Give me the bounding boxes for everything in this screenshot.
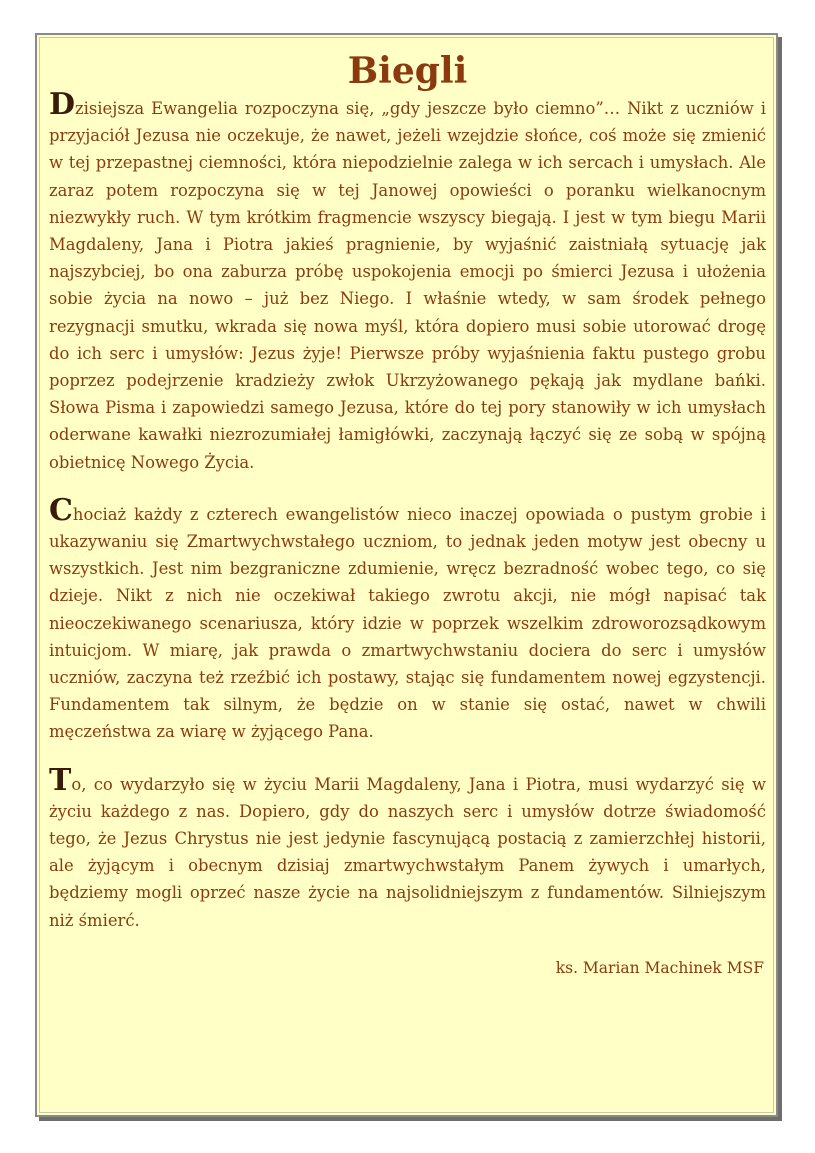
paragraph-text: o, co wydarzyło się w życiu Marii Magdaleny, Jana i Piotra, musi wydarzyć się w życiu każdego z nas. Dopiero, gdy do naszych serc i umysłów dotrze świadomość tego, że Jezus Chrystus nie jest jedynie fascynującą postacią z zamierzchłej historii, ale żyjącym i obecnym dzisiaj zmartwychwstałym Panem żywych i umarłych, będziemy mogli oprzeć nasze życie na najsolidniejszym z fundamentów. Silniejszym niż śmierć. (49, 774, 766, 930)
paragraph-text: hociaż każdy z czterech ewangelistów nieco inaczej opowiada o pustym grobie i ukazywaniu się Zmartwychwstałego uczniom, to jednak jeden motyw jest obecny u wszystkich. Jest nim bezgraniczne zdumienie, wręcz bezradność wobec tego, co się dzieje. Nikt z nich nie oczekiwał takiego zwrotu akcji, nie mógł napisać tak nieoczekiwanego scenariusza, który idzie w poprzek wszelkim zdroworozsądkowym intuicjom. W miarę, jak prawda o zmartwychwstaniu dociera do serc i umysłów uczniów, zaczyna też rzeźbić ich postawy, stając się fundamentem nowej egzystencji. Fundamentem tak silnym, że będzie on w stanie się ostać, nawet w chwili męczeństwa za wiarę w żyjącego Pana. (49, 504, 766, 742)
drop-cap-initial: T (49, 762, 72, 798)
article-title: Biegli (347, 50, 468, 92)
paragraph-3 (49, 762, 766, 934)
author-signature: ks. Marian Machinek MSF (555, 958, 764, 977)
paragraph-1 (49, 87, 766, 476)
paragraph-text: zisiejsza Ewangelia rozpoczyna się, „gdy jeszcze było ciemno”… Nikt z uczniów i przyjaciół Jezusa nie oczekuje, że nawet, jeżeli wzejdzie słońce, coś może się zmienić w tej przepastnej ciemności, która niepodzielnie zalega w ich sercach i umysłach. Ale zaraz potem rozpoczyna się w tej Janowej opowieści o poranku wielkanocnym niezwykły ruch. W tym krótkim fragmencie wszyscy biegają. I jest w tym biegu Marii Magdaleny, Jana i Piotra jakieś pragnienie, by wyjaśnić zaistniałą sytuację jak najszybciej, bo ona zaburza próbę uspokojenia emocji po śmierci Jezusa i ułożenia sobie życia na nowo – już bez Niego. I właśnie wtedy, w sam środek pełnego rezygnacji smutku, wkrada się nowa myśl, która dopiero musi sobie utorować drogę do ich serc i umysłów: Jezus żyje! Pierwsze próby wyjaśnienia faktu pustego grobu poprzez podejrzenie kradzieży zwłok Ukrzyżowanego pękają jak mydlane bańki. Słowa Pisma i zapowiedzi samego Jezusa, które do tej pory stanowiły w ich umysłach oderwane kawałki niezrozumiałej łamigłówki, zaczynają łączyć się ze sobą w spójną obietnicę Nowego Życia. (49, 99, 766, 472)
drop-cap-initial: C (49, 492, 73, 528)
paragraph-2 (49, 492, 766, 746)
drop-cap-initial: D (49, 87, 76, 122)
article (49, 49, 766, 1103)
page-frame (35, 33, 778, 1117)
